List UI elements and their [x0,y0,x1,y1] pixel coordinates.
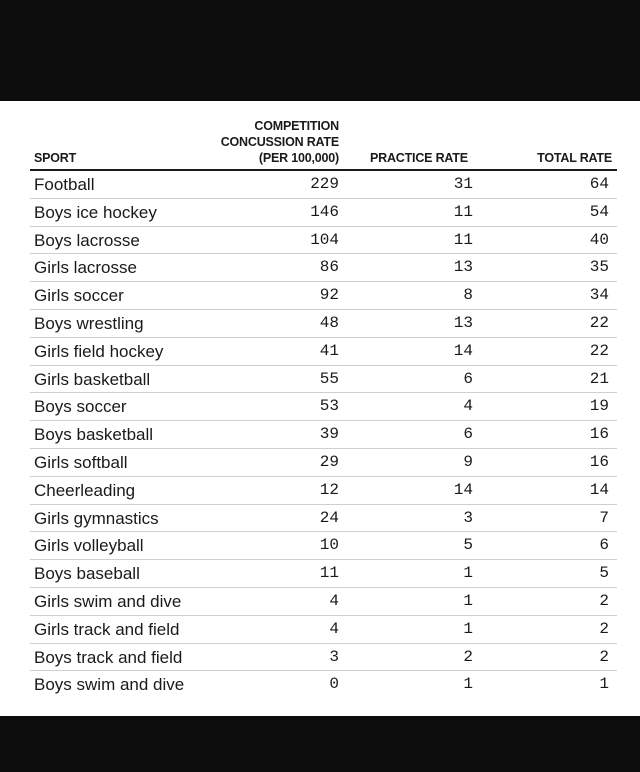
total-rate-cell: 5 [599,564,609,583]
table-row [30,588,617,616]
table-row [30,505,617,533]
table-row [30,644,617,672]
practice-rate-cell: 2 [463,647,473,666]
competition-rate-cell: 11 [319,564,339,583]
total-rate-cell: 6 [599,536,609,555]
competition-rate-cell: 3 [329,647,339,666]
total-rate-cell: 7 [599,508,609,527]
sport-cell: Girls gymnastics [34,508,159,528]
header-competition-line-1: COMPETITION [254,119,339,133]
sport-cell: Girls track and field [34,619,180,639]
bottom-letterbox [0,716,640,772]
competition-rate-cell: 41 [319,341,339,360]
practice-rate-cell: 3 [463,508,473,527]
competition-rate-cell: 55 [319,369,339,388]
sport-cell: Girls volleyball [34,536,144,556]
table-row [30,227,617,255]
sport-cell: Boys lacrosse [34,230,140,250]
practice-rate-cell: 14 [453,480,473,499]
table-row [30,449,617,477]
competition-rate-cell: 229 [310,175,339,193]
total-rate-cell: 19 [589,397,609,416]
table-row [30,421,617,449]
practice-rate-cell: 31 [453,175,473,193]
total-rate-cell: 14 [589,480,609,499]
total-rate-cell: 35 [589,258,609,277]
total-rate-cell: 22 [589,341,609,360]
table-row [30,560,617,588]
sport-cell: Boys basketball [34,425,154,445]
sport-cell: Girls lacrosse [34,258,137,278]
table-row [30,338,617,366]
table-row [30,199,617,227]
sport-cell: Boys ice hockey [34,202,157,222]
sport-cell: Boys wrestling [34,313,144,333]
competition-rate-cell: 92 [319,286,339,305]
header-practice: PRACTICE RATE [370,151,468,165]
practice-rate-cell: 13 [453,313,473,332]
total-rate-cell: 54 [589,202,609,221]
total-rate-cell: 2 [599,619,609,638]
table-row [30,282,617,310]
header-competition [190,118,339,166]
concussion-table [0,101,640,716]
total-rate-cell: 16 [589,425,609,444]
practice-rate-cell: 11 [453,202,473,221]
sport-cell: Girls soccer [34,286,124,306]
total-rate-cell: 40 [589,230,609,249]
total-rate-cell: 34 [589,286,609,305]
practice-rate-cell: 9 [463,452,473,471]
competition-rate-cell: 29 [319,452,339,471]
sport-cell: Boys track and field [34,647,183,667]
sport-cell: Boys swim and dive [34,675,185,695]
total-rate-cell: 21 [589,369,609,388]
header-sport: SPORT [34,151,77,165]
total-rate-cell: 1 [599,675,609,694]
competition-rate-cell: 0 [329,675,339,694]
competition-rate-cell: 86 [319,258,339,277]
practice-rate-cell: 13 [453,258,473,277]
table-body [30,171,617,699]
header-total: TOTAL RATE [537,151,612,165]
practice-rate-cell: 6 [463,369,473,388]
practice-rate-cell: 8 [463,286,473,305]
practice-rate-cell: 1 [463,619,473,638]
sport-cell: Boys soccer [34,397,127,417]
table-row [30,393,617,421]
practice-rate-cell: 1 [463,675,473,694]
competition-rate-cell: 4 [329,591,339,610]
total-rate-cell: 64 [589,175,609,193]
practice-rate-cell: 1 [463,591,473,610]
practice-rate-cell: 6 [463,425,473,444]
sport-cell: Girls softball [34,452,128,472]
practice-rate-cell: 11 [453,230,473,249]
competition-rate-cell: 39 [319,425,339,444]
competition-rate-cell: 146 [310,202,339,221]
table-row [30,171,617,199]
competition-rate-cell: 10 [319,536,339,555]
sport-cell: Girls basketball [34,369,151,389]
table-row [30,366,617,394]
competition-rate-cell: 104 [310,230,339,249]
practice-rate-cell: 5 [463,536,473,555]
competition-rate-cell: 24 [319,508,339,527]
total-rate-cell: 2 [599,591,609,610]
table-row [30,532,617,560]
practice-rate-cell: 14 [453,341,473,360]
practice-rate-cell: 4 [463,397,473,416]
table-row [30,254,617,282]
sport-cell: Football [34,175,95,194]
header-competition-line-2: CONCUSSION RATE [220,135,339,149]
total-rate-cell: 16 [589,452,609,471]
header-competition-line-3: (PER 100,000) [258,151,339,165]
competition-rate-cell: 12 [319,480,339,499]
practice-rate-cell: 1 [463,564,473,583]
total-rate-cell: 2 [599,647,609,666]
sport-cell: Cheerleading [34,480,136,500]
sport-cell: Girls swim and dive [34,591,182,611]
sport-cell: Girls field hockey [34,341,164,361]
top-letterbox [0,0,640,101]
competition-rate-cell: 4 [329,619,339,638]
total-rate-cell: 22 [589,313,609,332]
table-row [30,616,617,644]
competition-rate-cell: 48 [319,313,339,332]
table-row [30,310,617,338]
sport-cell: Boys baseball [34,564,140,584]
competition-rate-cell: 53 [319,397,339,416]
table-row [30,477,617,505]
table-row [30,671,617,699]
